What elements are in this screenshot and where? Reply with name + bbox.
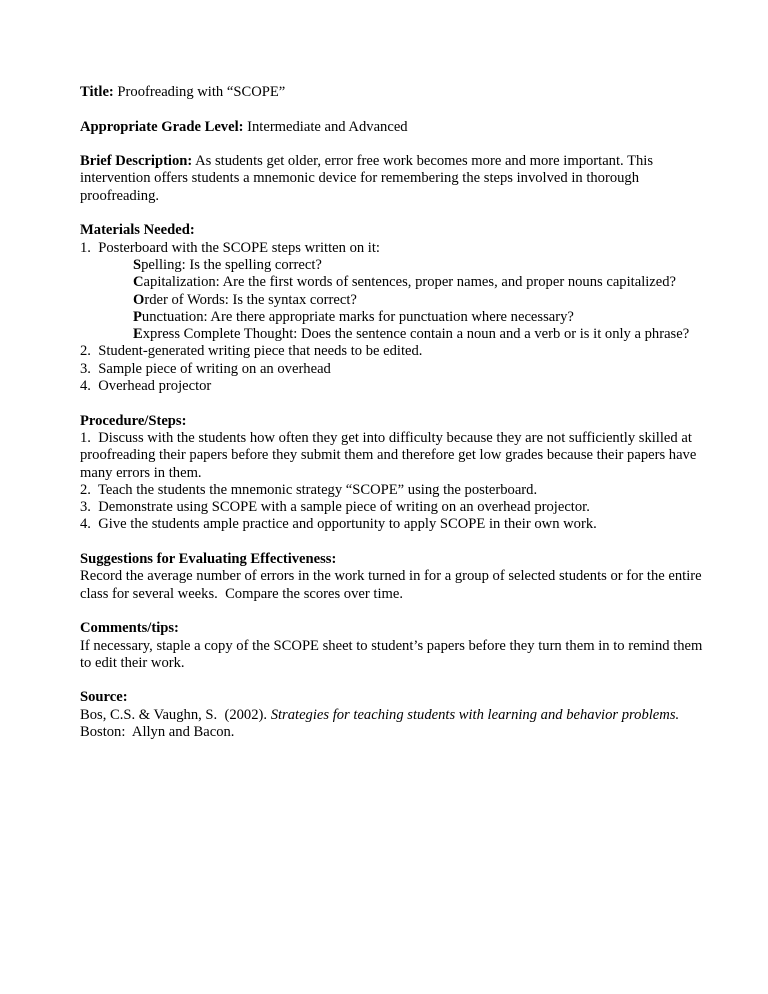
comments-heading: Comments/tips:	[80, 620, 179, 637]
source-section	[80, 689, 712, 741]
procedure-step-1: 1. Discuss with the students how often they get into difficulty because they are not sufficiently skilled at proofreading their papers before they submit them and therefore get low grades because their papers have many errors in them.	[80, 429, 700, 481]
scope-step-express-complete-thought	[133, 326, 712, 343]
materials-heading: Materials Needed:	[80, 222, 195, 239]
scope-letter: S	[133, 256, 142, 273]
procedure-heading: Procedure/Steps:	[80, 412, 187, 429]
document-page	[80, 84, 712, 759]
brief-description-label: Brief Description:	[80, 153, 193, 170]
source-authors: Bos, C.S. & Vaughn, S. (2002).	[80, 706, 271, 723]
scope-letter: O	[133, 291, 145, 308]
evaluating-text: Record the average number of errors in the work turned in for a group of selected students or for the entire class for several weeks. Compare the scores over time.	[80, 568, 706, 602]
materials-item-2: 2. Student-generated writing piece that needs to be edited.	[80, 343, 423, 360]
procedure-step-4: 4. Give the students ample practice and opportunity to apply SCOPE in their own work.	[80, 516, 597, 533]
materials-section	[80, 222, 712, 395]
scope-text: apitalization: Are the first words of sentences, proper names, and proper nouns capitalized?	[143, 274, 677, 291]
scope-step-capitalization	[133, 274, 712, 291]
scope-step-punctuation	[133, 309, 712, 326]
scope-letter: C	[133, 274, 144, 291]
materials-item-4: 4. Overhead projector	[80, 378, 212, 395]
procedure-section	[80, 413, 712, 534]
materials-item-3: 3. Sample piece of writing on an overhead	[80, 360, 331, 377]
grade-level-line	[80, 119, 712, 136]
evaluating-section	[80, 551, 712, 603]
grade-level-text: Intermediate and Advanced	[243, 118, 408, 135]
source-book-title: Strategies for teaching students with learning and behavior problems.	[270, 706, 680, 723]
scope-step-spelling	[133, 257, 712, 274]
brief-description-text: As students get older, error free work becomes more and more important. This intervention offers students a mnemonic device for remembering the steps involved in thorough proofreading.	[80, 153, 654, 204]
materials-item-1: 1. Posterboard with the SCOPE steps written on it:	[80, 239, 380, 256]
scope-text: rder of Words: Is the syntax correct?	[144, 291, 357, 308]
grade-level-label: Appropriate Grade Level:	[80, 118, 244, 135]
scope-steps-list	[80, 257, 712, 343]
scope-text: unctuation: Are there appropriate marks for punctuation where necessary?	[141, 308, 574, 325]
title-text: Proofreading with “SCOPE”	[113, 84, 286, 100]
procedure-step-3: 3. Demonstrate using SCOPE with a sample piece of writing on an overhead projector.	[80, 499, 590, 516]
scope-step-order-of-words	[133, 292, 712, 309]
scope-letter: P	[133, 308, 142, 325]
scope-text: pelling: Is the spelling correct?	[141, 256, 322, 273]
scope-text: xpress Complete Thought: Does the sentence contain a noun and a verb or is it only a phrase?	[142, 326, 690, 343]
source-heading: Source:	[80, 689, 128, 706]
scope-letter: E	[133, 326, 143, 343]
evaluating-heading: Suggestions for Evaluating Effectiveness:	[80, 551, 337, 568]
comments-section	[80, 620, 712, 672]
procedure-step-2: 2. Teach the students the mnemonic strategy “SCOPE” using the posterboard.	[80, 481, 538, 498]
brief-description	[80, 153, 712, 205]
title-line	[80, 84, 712, 101]
source-citation	[80, 707, 712, 742]
source-publisher: Boston: Allyn and Bacon.	[80, 706, 687, 740]
comments-text: If necessary, staple a copy of the SCOPE sheet to student’s papers before they turn them in to remind them to edit their work.	[80, 637, 707, 671]
title-label: Title:	[80, 84, 114, 100]
